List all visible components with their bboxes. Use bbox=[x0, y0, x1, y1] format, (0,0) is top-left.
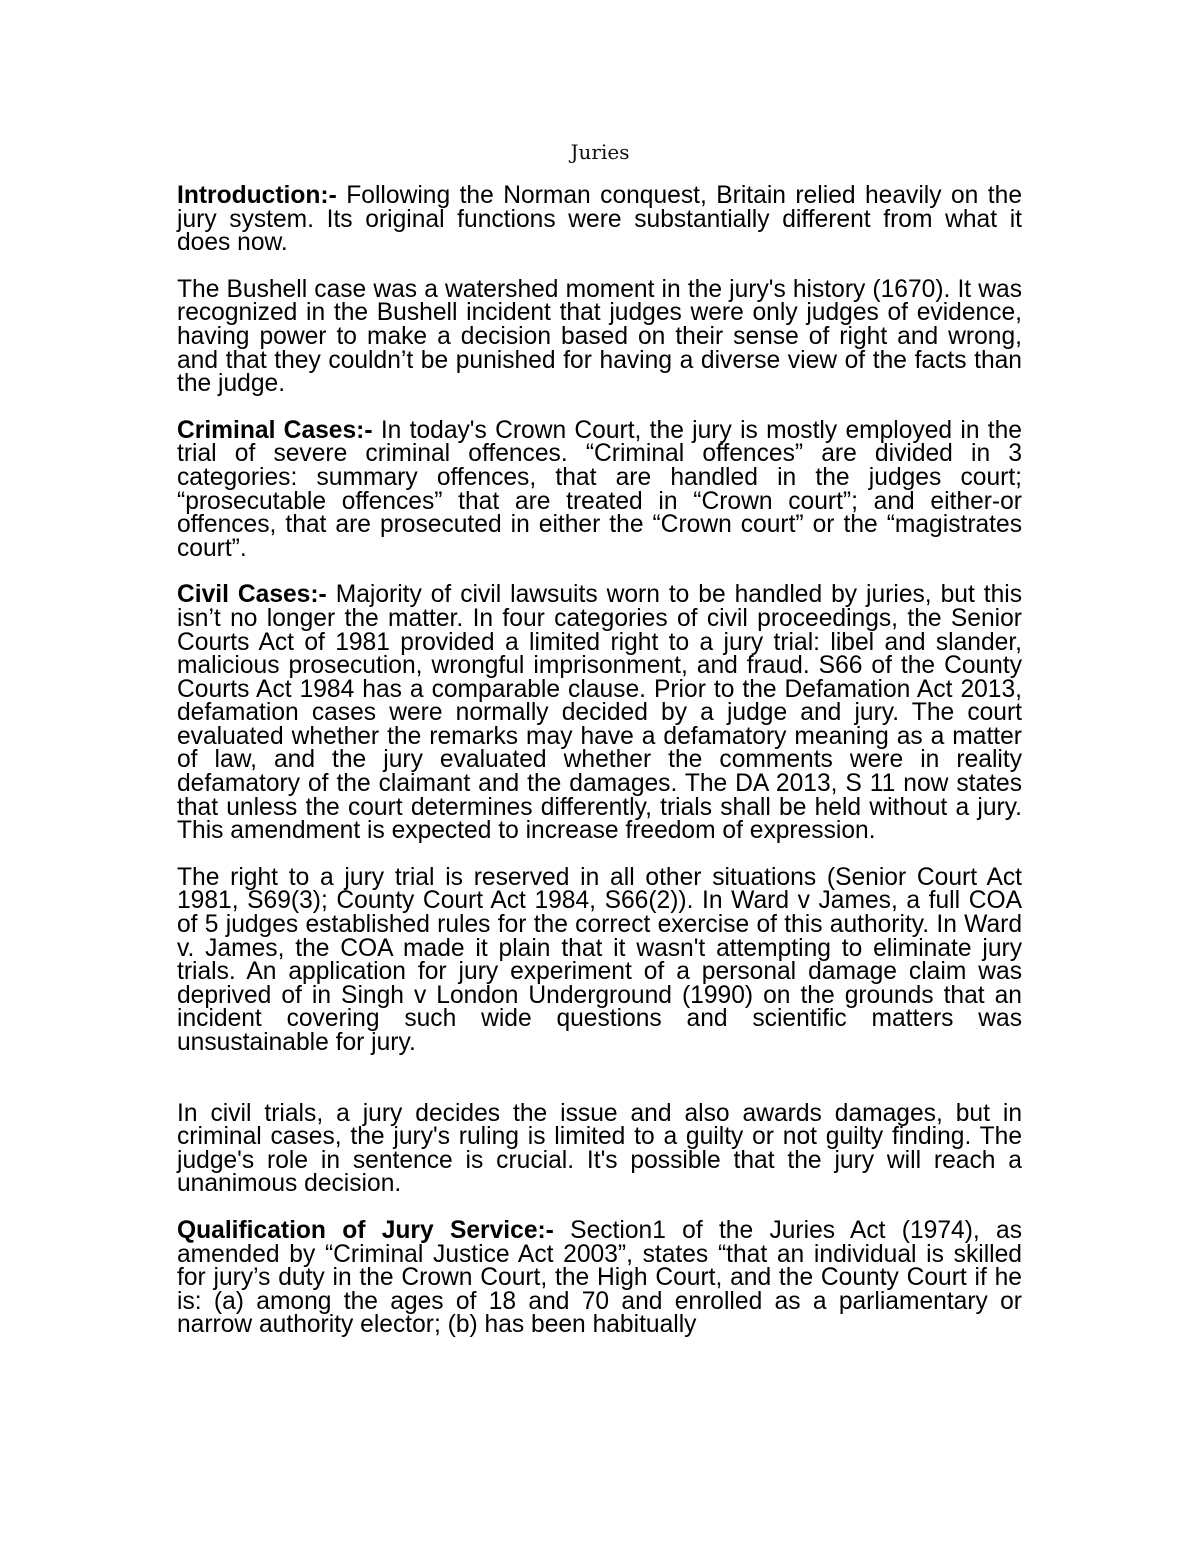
heading-introduction: Introduction:- bbox=[177, 182, 337, 209]
paragraph-text: Following the Norman conquest, Britain relied heavily on the jury system. Its original functions were substantially different from what it does now. bbox=[177, 182, 1022, 257]
paragraph-criminal-cases bbox=[177, 416, 1022, 562]
heading-qualification: Qualification of Jury Service:- bbox=[177, 1216, 554, 1244]
paragraph-civil-trials bbox=[177, 1099, 1022, 1198]
paragraph-civil-cases bbox=[177, 583, 1022, 843]
paragraph-text: The Bushell case was a watershed moment in the jury's history (1670). It was recognized in the Bushell incident that judges were only judges of evidence, having power to make a decision based on their sense of right and wrong, and that they couldn’t be punished for having a diverse view of the facts than the judge. bbox=[177, 275, 1022, 398]
paragraph-qualification bbox=[177, 1216, 1022, 1339]
paragraph-text: Section1 of the Juries Act (1974), as amended by “Criminal Justice Act 2003”, states “that an individual is skilled for jury’s duty in the Crown Court, the High Court, and the County Court if he is: (a) among the ages of 18 and 70 and enrolled as a parliamentary or narrow authority elector; (b) has been habitually bbox=[177, 1216, 1022, 1339]
page-header: Juries bbox=[570, 140, 630, 164]
paragraph-text: In civil trials, a jury decides the issue and also awards damages, but in criminal cases, the jury's ruling is limited to a guilty or not guilty finding. The judge's role in sentence is crucial. It's possible that the jury will reach a unanimous decision. bbox=[177, 1099, 1022, 1198]
heading-criminal-cases: Criminal Cases:- bbox=[177, 416, 373, 444]
paragraph-introduction bbox=[177, 184, 1022, 255]
heading-civil-cases: Civil Cases:- bbox=[177, 581, 327, 609]
paragraph-text: In today's Crown Court, the jury is mostly employed in the trial of severe criminal offences. “Criminal offences” are divided in 3 categories: summary offences, that are handled in the judges court; “prosecutable offences” that are treated in “Crown court”; and either-or offences, that are prosecuted in either the “Crown court” or the “magistrates court”. bbox=[177, 416, 1022, 562]
paragraph-right-to-jury bbox=[177, 863, 1022, 1056]
paragraph-text: Majority of civil lawsuits worn to be handled by juries, but this isn’t no longer the matter. In four categories of civil proceedings, the Senior Courts Act of 1981 provided a limited right to a jury trial: libel and slander, malicious prosecution, wrongful imprisonment, and fraud. S66 of the County Courts Act 1984 has a comparable clause. Prior to the Defamation Act 2013, defamation cases were normally decided by a judge and jury. The court evaluated whether the remarks may have a defamatory meaning as a matter of law, and the jury evaluated whether the comments were in reality defamatory of the claimant and the damages. The DA 2013, S 11 now states that unless the court determines differently, trials shall be held without a jury. This amendment is expected to increase freedom of expression. bbox=[177, 581, 1023, 845]
document-body bbox=[177, 184, 1022, 1360]
paragraph-bushell bbox=[177, 275, 1022, 398]
paragraph-text: The right to a jury trial is reserved in all other situations (Senior Court Act 1981, S69(3); County Court Act 1984, S66(2)). In Ward v James, a full COA of 5 judges established rules for the correct exercise of this authority. In Ward v. James, the COA made it plain that it wasn't attempting to eliminate jury trials. An application for jury experiment of a personal damage claim was deprived of in Singh v London Underground (1990) on the grounds that an incident covering such wide questions and scientific matters was unsustainable for jury. bbox=[177, 863, 1022, 1056]
